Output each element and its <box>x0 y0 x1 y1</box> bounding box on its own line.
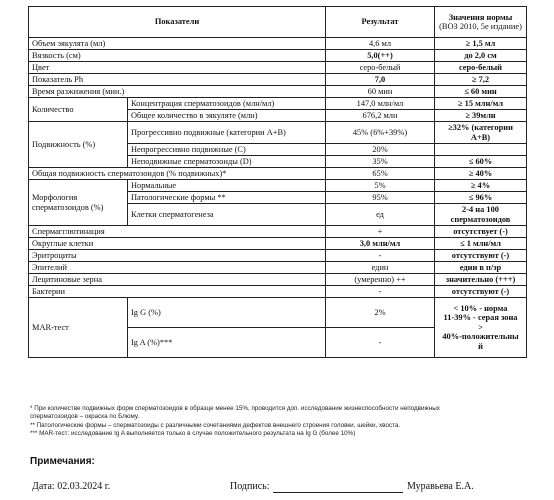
row-label: Ig A (%)*** <box>128 328 326 358</box>
row-label: Показатель Ph <box>29 74 326 86</box>
table-row <box>29 122 527 144</box>
doctor-name: Муравьева Е.А. <box>407 481 474 492</box>
row-label: Нормальные <box>128 180 326 192</box>
row-norm: ≤ 96% <box>435 192 527 204</box>
row-result: 45% (6%+39%) <box>326 122 435 144</box>
group-label-mar: MAR-тест <box>29 298 128 358</box>
row-result: 7,0 <box>326 74 435 86</box>
row-label: Округлые клетки <box>29 238 326 250</box>
row-norm: ≤ 60 мин <box>435 86 527 98</box>
table-row <box>29 274 527 286</box>
footnotes <box>30 405 530 438</box>
header-params: Показатели <box>29 7 326 38</box>
row-norm: ≤ 1 млн/мл <box>435 238 527 250</box>
mar-norm-line: < 10% - норма <box>453 303 508 313</box>
results-table <box>28 6 527 358</box>
table-row <box>29 38 527 50</box>
row-norm: едии в п/зр <box>435 262 527 274</box>
row-label: Время разжижения (мин.) <box>29 86 326 98</box>
footnote: ** Патологические формы – сперматозоиды с различными сочетаниями дефектов внешнего строения головки, шейки, хвоста. <box>30 421 401 429</box>
group-label-motility: Подвижность (%) <box>29 122 128 168</box>
row-norm: отсутствуют (-) <box>435 286 527 298</box>
table-row <box>29 262 527 274</box>
row-label: Общая подвижность сперматозоидов (% подвижных)* <box>29 168 326 180</box>
row-result: серо-белый <box>326 62 435 74</box>
row-norm: ≥ 40% <box>435 168 527 180</box>
mar-norm-line: й <box>478 341 483 351</box>
header-norm-line2: (ВОЗ 2010, 5е издание) <box>439 22 522 31</box>
signature-footer <box>32 481 532 495</box>
row-label: Спермагглютинация <box>29 226 326 238</box>
row-result: 95% <box>326 192 435 204</box>
mar-norm-line: 11-39% - серая зона <box>443 313 518 323</box>
row-result: 35% <box>326 156 435 168</box>
row-norm: значительно (+++) <box>435 274 527 286</box>
group-label-morphology: Морфология сперматозоидов (%) <box>29 180 128 226</box>
row-norm: ≥ 1,5 мл <box>435 38 527 50</box>
footnote: * При количестве подвижных форм сперматозоидов в образце менее 15%, проводится доп. исследование жизнеспособности неподвижных <box>30 405 440 412</box>
row-label: Эпителий <box>29 262 326 274</box>
row-label: Клетки сперматогенеза <box>128 204 326 226</box>
report-date: Дата: 02.03.2024 г. <box>32 481 111 492</box>
table-row <box>29 98 527 110</box>
row-label: Ig G (%) <box>128 298 326 328</box>
table-row <box>29 62 527 74</box>
table-header-row <box>29 7 527 38</box>
mar-norm <box>435 298 527 358</box>
row-label: Неподвижные сперматозоиды (D) <box>128 156 326 168</box>
row-result: 65% <box>326 168 435 180</box>
row-label: Объем эякулята (мл) <box>29 38 326 50</box>
row-result: + <box>326 226 435 238</box>
table-row <box>29 50 527 62</box>
row-result: - <box>326 328 435 358</box>
row-norm <box>435 144 527 156</box>
row-result: (умеренно) ++ <box>326 274 435 286</box>
row-norm: до 2,0 см <box>435 50 527 62</box>
signature-label: Подпись: <box>230 481 270 492</box>
row-norm: ≥ 7,2 <box>435 74 527 86</box>
row-label: Вязкость (см) <box>29 50 326 62</box>
mar-norm-line: > <box>478 322 483 332</box>
table-row <box>29 226 527 238</box>
row-result: 5,0(++) <box>326 50 435 62</box>
row-label: Концентрация сперматозоидов (млн/мл) <box>128 98 326 110</box>
row-label: Непрогрессивно подвижные (C) <box>128 144 326 156</box>
row-result: 20% <box>326 144 435 156</box>
row-result: 2% <box>326 298 435 328</box>
row-result: 4,6 мл <box>326 38 435 50</box>
header-norm-line1: Значения нормы <box>448 12 513 22</box>
row-norm: ≥ 15 млн/мл <box>435 98 527 110</box>
row-result: 5% <box>326 180 435 192</box>
row-norm: отсутствует (-) <box>435 226 527 238</box>
row-label: Общее количество в эякуляте (млн) <box>128 110 326 122</box>
row-result: - <box>326 250 435 262</box>
table-row <box>29 74 527 86</box>
row-result: - <box>326 286 435 298</box>
row-label: Лецитиновые зерна <box>29 274 326 286</box>
row-result: един <box>326 262 435 274</box>
group-label-quantity: Количество <box>29 98 128 122</box>
row-label: Бактерии <box>29 286 326 298</box>
table-row <box>29 168 527 180</box>
row-label: Патологические формы ** <box>128 192 326 204</box>
table-row <box>29 238 527 250</box>
row-result: 676,2 млн <box>326 110 435 122</box>
mar-norm-line: 40%-положительны <box>442 332 519 342</box>
row-norm: серо-белый <box>435 62 527 74</box>
row-norm: ≤ 60% <box>435 156 527 168</box>
row-result: 147,0 млн/мл <box>326 98 435 110</box>
table-row <box>29 180 527 192</box>
header-result: Результат <box>326 7 435 38</box>
row-label: Прогрессивно подвижные (категории A+B) <box>128 122 326 144</box>
footnote: *** MAR-тест: исследование Ig A выполняется только в случае положительного результата на Ig G (более 10%) <box>30 430 356 438</box>
footnote: сперматозоидов – окраска по Блюму. <box>30 413 140 421</box>
row-result: ед <box>326 204 435 226</box>
row-norm: ≥32% (категории A+B) <box>435 122 527 144</box>
row-norm: отсутствуют (-) <box>435 250 527 262</box>
row-result: 3,0 млн/мл <box>326 238 435 250</box>
table-row <box>29 250 527 262</box>
row-norm: 2-4 на 100 сперматозоидов <box>435 204 527 226</box>
signature-line <box>273 492 403 493</box>
row-result: 60 мин <box>326 86 435 98</box>
remarks-heading: Примечания: <box>30 456 95 467</box>
row-label: Цвет <box>29 62 326 74</box>
row-label: Эритроциты <box>29 250 326 262</box>
table-row <box>29 86 527 98</box>
table-row <box>29 298 527 328</box>
header-norm <box>435 7 527 38</box>
row-norm: ≥ 4% <box>435 180 527 192</box>
table-row <box>29 286 527 298</box>
row-norm: ≥ 39млн <box>435 110 527 122</box>
